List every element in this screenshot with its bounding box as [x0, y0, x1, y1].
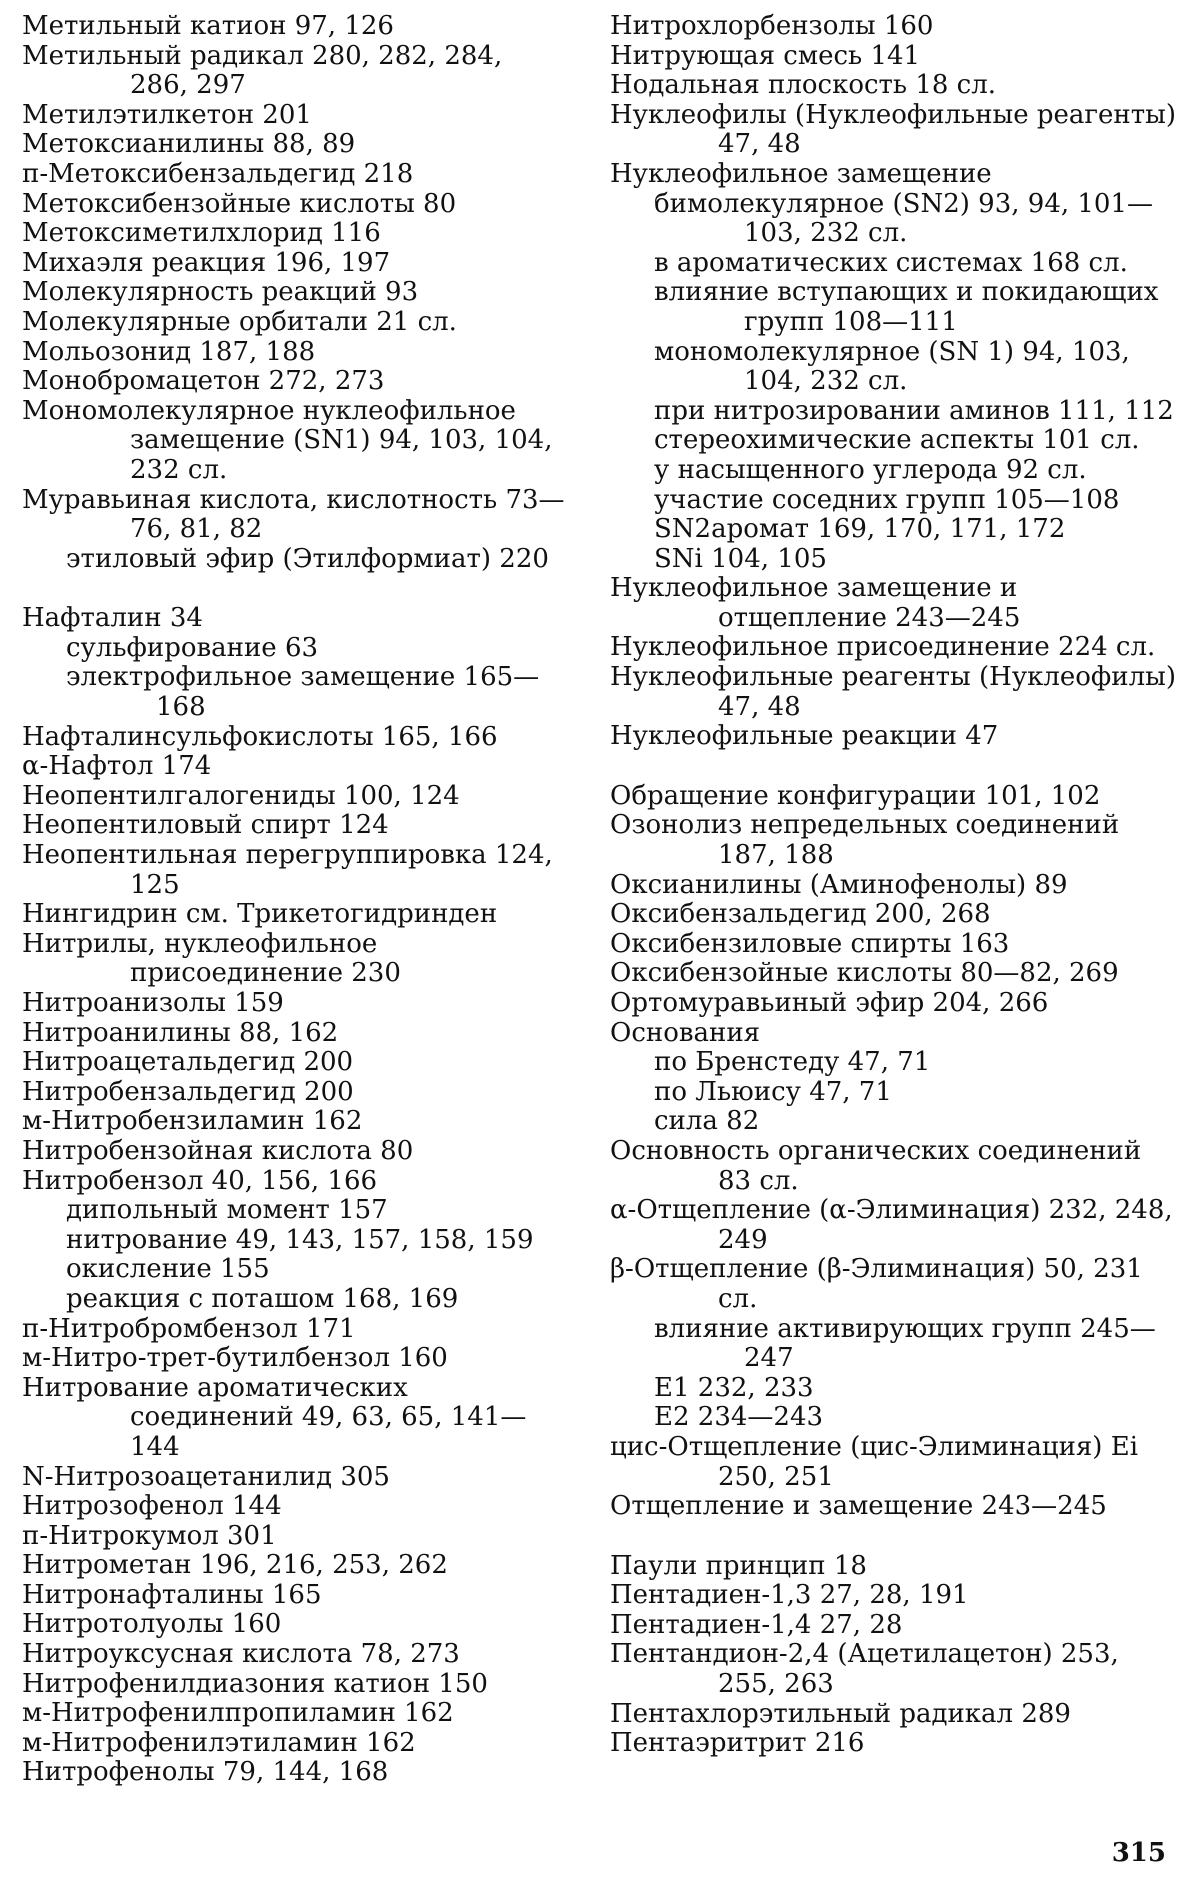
index-entry: Нитрующая смесь 141	[610, 40, 921, 71]
index-entry: Мольозонид 187, 188	[22, 336, 316, 367]
index-entry: Неопентиловый спирт 124	[22, 810, 389, 841]
index-entry: Метильный радикал 280, 282, 284, 286, 297	[22, 40, 503, 101]
index-entry: Оксианилины (Аминофенолы) 89	[610, 869, 1068, 900]
index-entry: Пентадиен-1,3 27, 28, 191	[610, 1580, 969, 1611]
index-entry: Метилэтилкетон 201	[22, 99, 312, 130]
index-subentry: этиловый эфир (Этилформиат) 220	[66, 543, 549, 574]
index-entry: Нитронафталины 165	[22, 1579, 322, 1610]
index-entry: Нитротолуолы 160	[22, 1609, 282, 1640]
index-subentry: у насыщенного углерода 92 сл.	[654, 454, 1087, 485]
index-entry: м-Нитрофенилэтиламин 162	[22, 1727, 416, 1758]
index-subentry: E1 232, 233	[654, 1372, 814, 1403]
index-entry: Нитрофенилдиазония катион 150	[22, 1668, 488, 1699]
index-entry: Нитроанилины 88, 162	[22, 1017, 339, 1048]
index-entry: Михаэля реакция 196, 197	[22, 247, 391, 278]
index-subentry: реакция с поташом 168, 169	[66, 1283, 459, 1314]
index-entry: Нафталинсульфокислоты 165, 166	[22, 721, 498, 752]
index-entry: Мономолекулярное нуклеофильное замещение (SN1) 94, 103, 104, 232 сл.	[22, 395, 553, 485]
index-entry: α-Отщепление (α-Элиминация) 232, 248, 249	[610, 1195, 1173, 1255]
index-entry: Метильный катион 97, 126	[22, 11, 394, 41]
index-subentry: при нитрозировании аминов 111, 112	[654, 395, 1174, 426]
index-entry: Нуклеофильные реагенты (Нуклеофилы) 47, 48	[610, 662, 1176, 722]
index-subentry: нитрование 49, 143, 157, 158, 159	[66, 1224, 534, 1255]
index-entry: Оксибензальдегид 200, 268	[610, 899, 991, 930]
index-entry: Нитроацетальдегид 200	[22, 1047, 354, 1078]
index-entry: Нитробензальдегид 200	[22, 1076, 354, 1107]
index-entry: Метоксибензойные кислоты 80	[22, 188, 457, 219]
index-subentry: сила 82	[654, 1106, 760, 1137]
index-entry: Нитрофенолы 79, 144, 168	[22, 1757, 389, 1788]
index-entry: Метоксианилины 88, 89	[22, 129, 356, 160]
index-entry: Нитрование ароматических соединений 49, 63, 65, 141—144	[22, 1372, 527, 1462]
index-entry: Пентадиен-1,4 27, 28	[610, 1609, 903, 1640]
index-entry: Нитрилы, нуклеофильное присоединение 230	[22, 928, 401, 989]
index-subentry: окисление 155	[66, 1254, 270, 1285]
letter-section-gap	[22, 574, 567, 604]
letter-section-gap	[610, 752, 1180, 782]
index-entry: Нодальная плоскость 18 сл.	[610, 70, 997, 101]
index-entry: Молекулярность реакций 93	[22, 277, 419, 308]
index-entry: Нуклеофильное замещение и отщепление 243—245	[610, 573, 1021, 633]
letter-section-gap	[610, 1522, 1180, 1552]
page-number: 315	[1111, 1838, 1166, 1868]
index-subentry: по Бренстеду 47, 71	[654, 1047, 931, 1078]
index-entry: Отщепление и замещение 243—245	[610, 1491, 1107, 1522]
index-entry: Оксибензойные кислоты 80—82, 269	[610, 958, 1119, 989]
index-entry: Нитробензол 40, 156, 166	[22, 1165, 378, 1196]
index-subentry: SNi 104, 105	[654, 543, 827, 574]
index-entry: Нитрометан 196, 216, 253, 262	[22, 1550, 448, 1581]
index-entry: Озонолиз непредельных соединений 187, 188	[610, 810, 1120, 871]
index-entry: Неопентилгалогениды 100, 124	[22, 780, 460, 811]
index-entry: п-Метоксибензальдегид 218	[22, 158, 414, 189]
index-column-right	[610, 12, 1180, 1759]
index-entry: м-Нитробензиламин 162	[22, 1106, 363, 1137]
index-subentry: сульфирование 63	[66, 632, 319, 663]
index-entry: Неопентильная перегруппировка 124, 125	[22, 840, 553, 900]
index-entry: Нуклеофильные реакции 47	[610, 721, 999, 752]
index-subentry: электрофильное замещение 165—168	[66, 662, 540, 723]
index-entry: Молекулярные орбитали 21 сл.	[22, 306, 457, 337]
index-entry: цис-Отщепление (цис-Элиминация) Ei 250, 251	[610, 1431, 1139, 1492]
index-entry: Основания	[610, 1017, 761, 1048]
index-entry: Нуклеофильное присоединение 224 сл.	[610, 632, 1156, 663]
index-subentry: стереохимические аспекты 101 сл.	[654, 425, 1140, 456]
index-entry: Метоксиметилхлорид 116	[22, 218, 381, 249]
index-entry: Нитрозофенол 144	[22, 1491, 282, 1522]
index-entry: Нуклеофильное замещение	[610, 158, 992, 189]
index-column-left	[22, 12, 567, 1788]
index-entry: Муравьиная кислота, кислотность 73—76, 81, 82	[22, 484, 565, 545]
index-entry: α-Нафтол 174	[22, 751, 212, 782]
index-entry: Монобромацетон 272, 273	[22, 366, 385, 397]
index-entry: Паули принцип 18	[610, 1550, 867, 1581]
index-entry: Нитробензойная кислота 80	[22, 1135, 414, 1166]
index-entry: Пентандион-2,4 (Ацетилацетон) 253, 255, 263	[610, 1639, 1119, 1700]
index-entry: β-Отщепление (β-Элиминация) 50, 231 сл.	[610, 1254, 1143, 1314]
index-entry: Нингидрин см. Трикетогидринден	[22, 899, 498, 930]
index-subentry: влияние вступающих и покидающих групп 108—111	[654, 277, 1159, 337]
index-entry: Нитроуксусная кислота 78, 273	[22, 1639, 460, 1670]
index-entry: Пентахлорэтильный радикал 289	[610, 1698, 1071, 1729]
index-entry: п-Нитробромбензол 171	[22, 1313, 356, 1344]
index-subentry: мономолекулярное (SN 1) 94, 103, 104, 232 сл.	[654, 336, 1130, 397]
index-subentry: влияние активирующих групп 245—247	[654, 1313, 1156, 1374]
index-entry: Нафталин 34	[22, 603, 203, 634]
index-entry: Нуклеофилы (Нуклеофильные реагенты) 47, 48	[610, 99, 1176, 160]
index-entry: Ортомуравьиный эфир 204, 266	[610, 988, 1049, 1018]
index-entry: Нитрохлорбензолы 160	[610, 11, 934, 41]
index-subentry: в ароматических системах 168 сл.	[654, 247, 1128, 278]
index-subentry: по Льюису 47, 71	[654, 1076, 892, 1107]
index-entry: Нитроанизолы 159	[22, 988, 284, 1018]
index-entry: Оксибензиловые спирты 163	[610, 928, 1010, 959]
index-subentry: дипольный момент 157	[66, 1195, 388, 1226]
index-subentry: участие соседних групп 105—108	[654, 484, 1120, 515]
index-entry: п-Нитрокумол 301	[22, 1520, 277, 1551]
index-entry: Основность органических соединений 83 сл.	[610, 1135, 1142, 1196]
index-subentry: SN2аромат 169, 170, 171, 172	[654, 514, 1066, 545]
index-entry: Пентаэритрит 216	[610, 1728, 865, 1759]
index-entry: N-Нитрозоацетанилид 305	[22, 1461, 390, 1492]
index-entry: м-Нитрофенилпропиламин 162	[22, 1698, 454, 1729]
index-subentry: бимолекулярное (SN2) 93, 94, 101—103, 232 сл.	[654, 188, 1154, 249]
index-subentry: E2 234—243	[654, 1402, 824, 1433]
index-entry: м-Нитро-трет-бутилбензол 160	[22, 1343, 448, 1374]
index-entry: Обращение конфигурации 101, 102	[610, 780, 1101, 811]
